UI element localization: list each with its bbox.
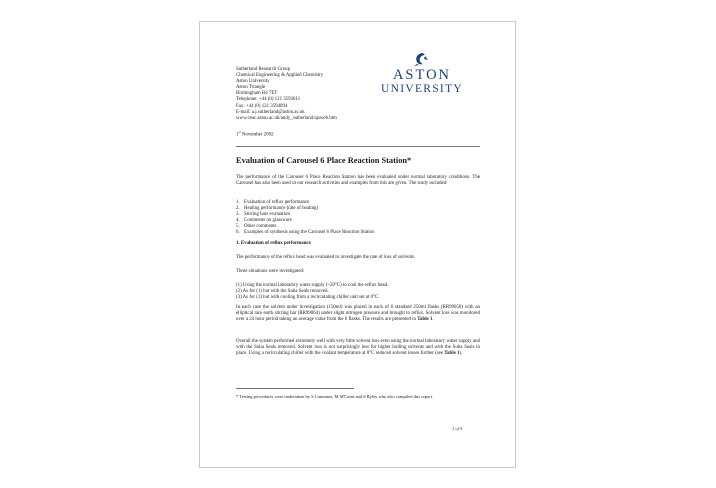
table-reference: Table 1: [444, 351, 460, 357]
document-title: Evaluation of Carousel 6 Place Reaction Station*: [236, 156, 412, 165]
section-heading: 1. Evaluation of reflux performance: [236, 241, 311, 246]
document-page: [199, 21, 516, 468]
situation-item: (1) Using the normal laboratory water supply (~20°C) to cool the reflux head.: [236, 283, 389, 288]
section-paragraph-4: Overall the system performed extremely well with very little solvent loss even using the normal laboratory water supply and with the Suba Seals removed. Solvent loss is not surprisingly less for higher boiling solvents and with the Suba Seals in place. Using a recirculating chiller with the coolant temperature at 0°C reduced solvent losses further (see Table 1).: [236, 339, 480, 357]
logo-line-aston: ASTON: [392, 67, 452, 83]
logo-line-university: UNIVERSITY: [381, 83, 463, 95]
date-rest: November 2002: [240, 132, 274, 138]
situations-list: [236, 283, 388, 301]
list-item: 2. Heating performance (rate of heating): [236, 206, 319, 212]
list-item: 6. Examples of synthesis using the Carousel 6 Place Reaction Station: [236, 230, 375, 236]
address-line: Aston University: [236, 79, 270, 85]
title-top-rule: [236, 146, 480, 147]
aston-university-logo: [372, 51, 472, 101]
address-line: www.ceac.aston.ac.uk/andy_sutherland/ajsweb.htm: [236, 115, 337, 121]
situation-item: (2) As for (1) but with the Suba Seals removed.: [236, 289, 329, 295]
section-paragraph-1: The performance of the reflux head was evaluated to investigate the rate of loss of solvents.: [236, 255, 416, 260]
address-line: Birmingham B4 7ET: [236, 91, 278, 97]
page-number: 1 of 5: [452, 426, 463, 431]
address-line: Telephone: +44 (0) 121 3593611: [236, 97, 301, 103]
table-reference: Table 1: [417, 317, 433, 323]
list-item: 4. Comments on glassware: [236, 218, 292, 224]
date-day: 1: [236, 132, 239, 138]
list-item: 1. Evaluation of reflux performance: [236, 200, 310, 205]
logo-emblem-icon: [372, 51, 472, 67]
section-paragraph-3: In each case the solvent under investigation (150ml) was placed in each of 6 standard 250ml flasks (RR99050) with an elliptical rare earth stirring bar (RR99064) under slight nitrogen pressure and brought to reflux. Solvent loss was monitored over a 24 hour period taking an average value from the 6 flasks. The results are presented in Table 1.: [236, 305, 480, 323]
letter-date: [236, 130, 273, 138]
situation-item: (3) As for (1) but with cooling from a recirculating chiller unit set at 0°C.: [236, 295, 380, 301]
study-list: [236, 200, 375, 237]
list-item: 3. Stirring bars evaluation: [236, 212, 290, 218]
footnote: * Testing procedures were undertaken by S Cummins, M M'Cairn and S Ryley who also compiled this report.: [236, 394, 434, 399]
address-line: Sutherland Research Group: [236, 67, 291, 72]
footnote-rule: [236, 388, 354, 389]
section-paragraph-2: Three situations were investigated:: [236, 269, 305, 274]
address-block: [236, 67, 337, 122]
address-line: E-mail: a.j.sutherland@aston.ac.uk: [236, 109, 305, 115]
list-item: 5. Other comments: [236, 224, 277, 230]
intro-paragraph: The performance of the Carousel 6 Place Reaction Station has been evaluated under normal laboratory conditions. The Carousel has also been used in our research activities and examples from this are given. The study included:: [236, 175, 480, 187]
address-line: Fax: +44 (0) 121 3594094: [236, 103, 288, 109]
address-line: Chemical Engineering & Applied Chemistry: [236, 73, 324, 79]
address-line: Aston Triangle: [236, 85, 266, 91]
date-suffix: st: [238, 130, 241, 134]
